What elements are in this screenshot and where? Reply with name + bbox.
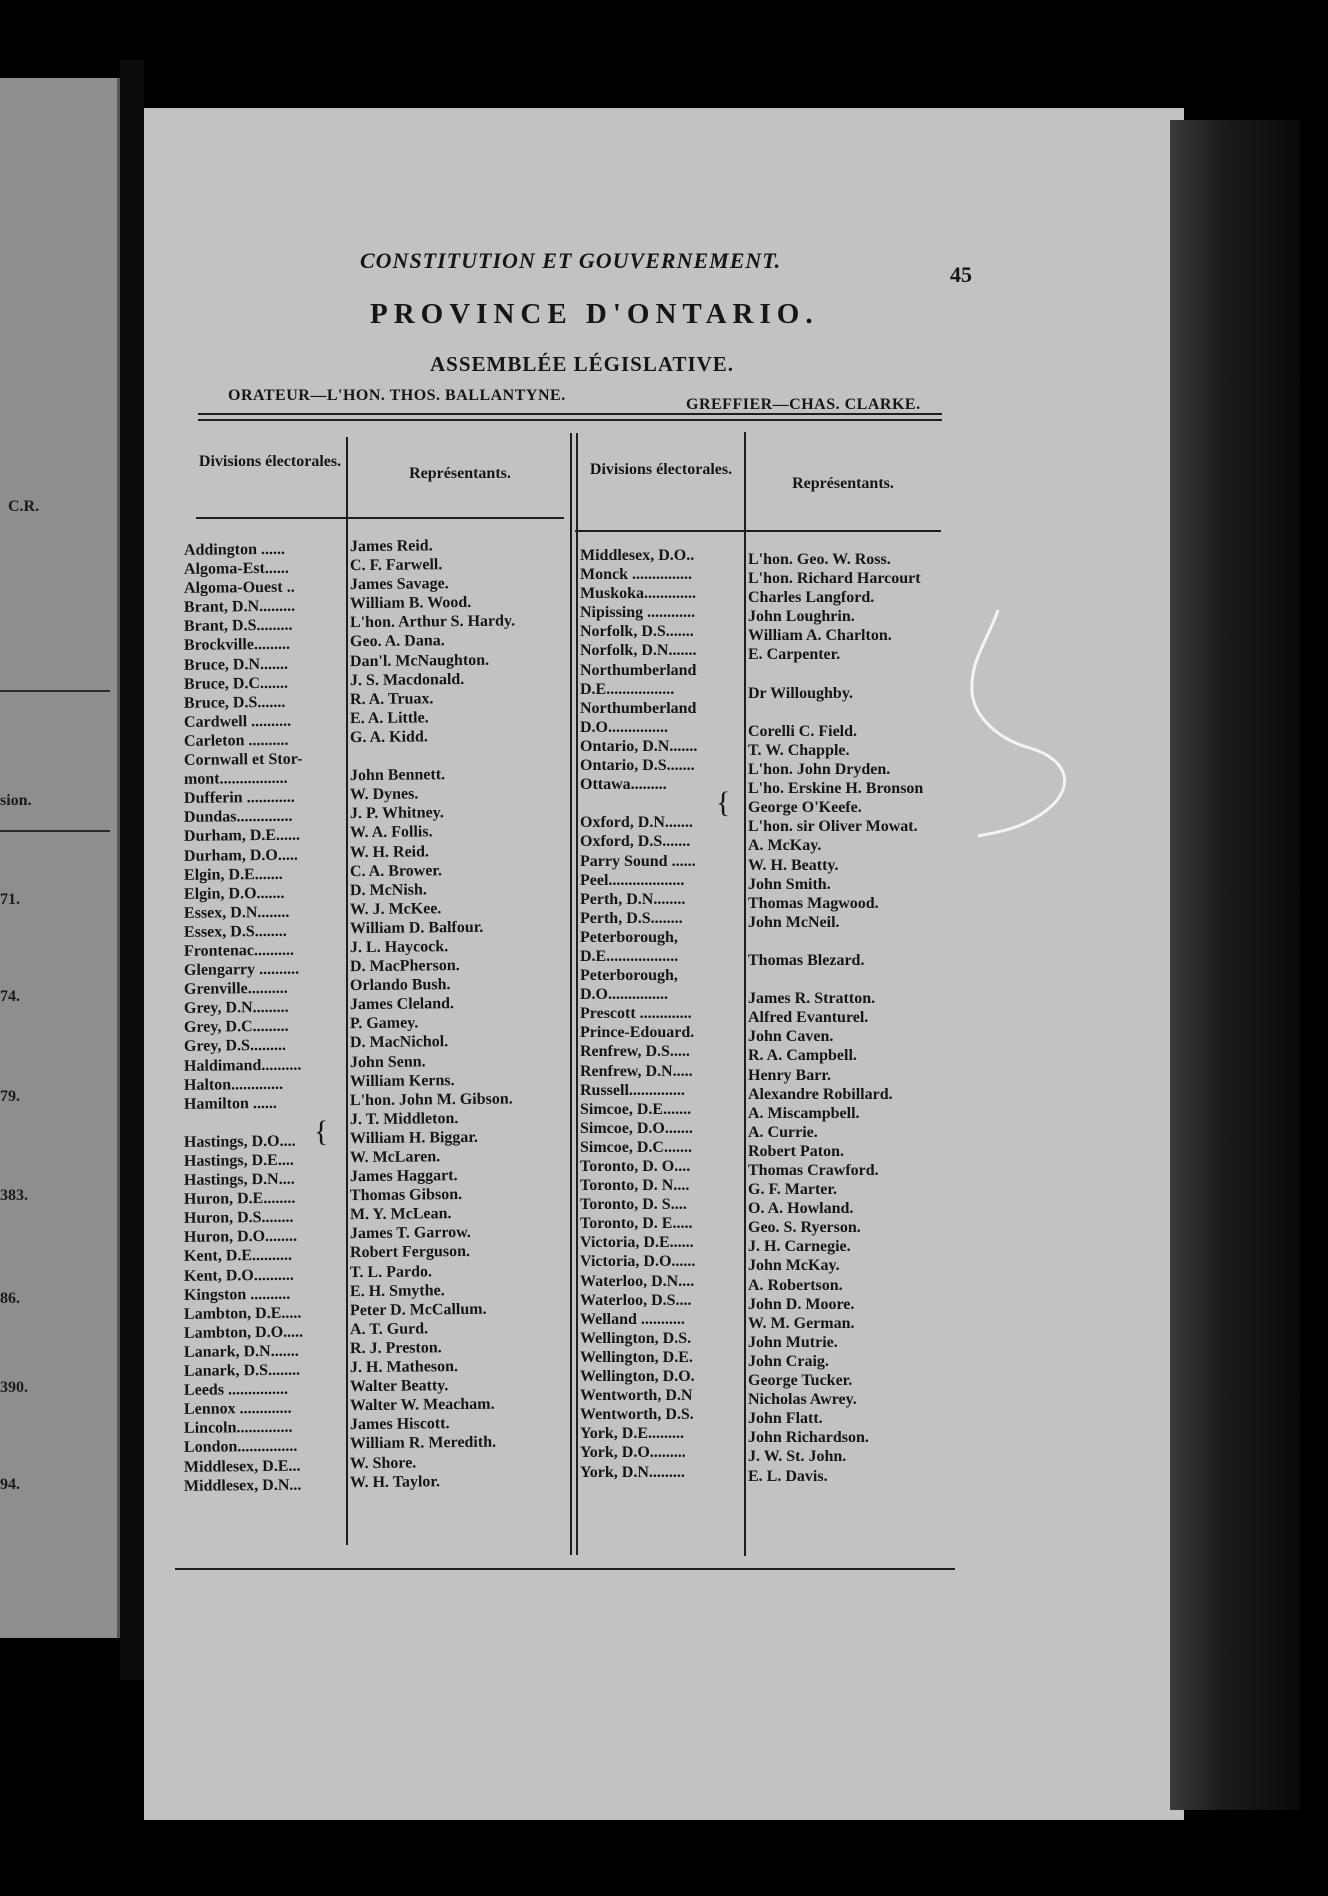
assembly-title: ASSEMBLÉE LÉGISLATIVE. <box>430 352 735 376</box>
division-entry: Toronto, D. E..... <box>580 1215 693 1233</box>
division-entry: York, D.O......... <box>580 1444 686 1462</box>
division-entry: D.O............... <box>580 718 668 736</box>
division-entry: Parry Sound ...... <box>580 852 696 870</box>
representative-entry: A. McKay. <box>748 837 822 855</box>
division-entry: Oxford, D.S....... <box>580 833 691 851</box>
province-title: PROVINCE D'ONTARIO. <box>370 298 819 330</box>
division-entry: Wentworth, D.S. <box>580 1406 694 1424</box>
representative-entry: James Reid. <box>349 537 433 556</box>
fragment-cr: C.R. <box>8 498 40 515</box>
representative-entry: L'ho. Erskine H. Bronson <box>748 780 924 798</box>
division-entry: Muskoka............. <box>580 585 697 603</box>
representative-entry: W. J. McKee. <box>349 900 442 918</box>
division-entry: Bruce, D.N....... <box>183 655 289 674</box>
representative-entry: W. M. German. <box>748 1314 855 1332</box>
division-entry: Hamilton ...... <box>183 1094 277 1113</box>
representative-entry: Dan'l. McNaughton. <box>349 651 490 670</box>
table-top-rule <box>198 413 942 415</box>
representative-entry: E. H. Smythe. <box>349 1281 445 1300</box>
representative-entry: Charles Langford. <box>748 589 875 607</box>
representative-entry: A. Currie. <box>748 1123 818 1141</box>
division-entry: D.E.................. <box>580 947 679 965</box>
representative-entry: Orlando Bush. <box>349 976 451 995</box>
representative-entry: Henry Barr. <box>748 1066 831 1084</box>
representative-entry: C. F. Farwell. <box>349 556 443 575</box>
page-edge-shadow <box>1170 120 1300 1810</box>
division-entry: Northumberland <box>580 661 697 679</box>
division-entry: Essex, D.S........ <box>183 922 287 941</box>
division-entry: Perth, D.S........ <box>580 909 683 927</box>
division-entry: Kent, D.E.......... <box>183 1247 293 1266</box>
header-divisions-right: Divisions électorales. <box>589 461 733 478</box>
representative-entry <box>748 970 978 989</box>
representative-entry: E. Carpenter. <box>748 646 841 664</box>
division-entry: Wentworth, D.N <box>580 1387 693 1405</box>
representative-entry: P. Gamey. <box>349 1014 419 1033</box>
division-entry: Leeds ............... <box>183 1380 289 1399</box>
representative-entry: E. L. Davis. <box>748 1467 828 1485</box>
division-entry: Durham, D.O..... <box>183 846 298 865</box>
brace-hamilton: { <box>314 1115 329 1148</box>
representative-entry: Thomas Magwood. <box>748 894 879 912</box>
representative-entry: Robert Ferguson. <box>349 1243 471 1262</box>
representative-entry: George Tucker. <box>748 1372 853 1390</box>
division-entry: London............... <box>183 1438 298 1457</box>
representative-entry: Nicholas Awrey. <box>748 1391 857 1409</box>
representative-entry: Robert Paton. <box>748 1142 844 1160</box>
header-divisions-left: Divisions électorales. <box>198 453 342 470</box>
representative-entry: William Kerns. <box>349 1071 455 1090</box>
representative-entry: Geo. A. Dana. <box>349 632 445 651</box>
header-reps-left: Représentants. <box>409 465 511 482</box>
representative-entry: R. J. Preston. <box>349 1339 442 1358</box>
division-entry: Grey, D.C......... <box>183 1018 289 1037</box>
division-entry: Halton............. <box>183 1075 284 1094</box>
representative-entry: J. L. Haycock. <box>349 938 449 957</box>
division-entry: mont................. <box>183 769 288 788</box>
representative-entry: James Haggart. <box>349 1167 458 1186</box>
representative-entry: John Caven. <box>748 1028 834 1046</box>
division-entry: Renfrew, D.S..... <box>580 1043 690 1061</box>
division-entry: Kent, D.O.......... <box>183 1266 294 1285</box>
running-head: CONSTITUTION ET GOUVERNEMENT. <box>360 248 782 273</box>
column-divider-1 <box>346 437 348 1545</box>
representative-entry: William A. Charlton. <box>748 627 892 645</box>
division-entry: Grenville.......... <box>183 979 288 999</box>
representative-entry: W. H. Beatty. <box>748 856 839 874</box>
representative-entry: John Smith. <box>748 875 831 893</box>
division-entry: Grey, D.N......... <box>183 999 289 1018</box>
representative-entry <box>748 932 978 951</box>
representative-entry: D. McNish. <box>349 881 427 899</box>
representative-entry: D. MacPherson. <box>349 957 460 976</box>
representative-entry: G. A. Kidd. <box>349 728 428 747</box>
representative-entry: Walter Beatty. <box>349 1377 449 1396</box>
representative-entry: J. H. Carnegie. <box>748 1238 851 1256</box>
division-entry: Cornwall et Stor- <box>183 750 303 769</box>
division-entry: Dufferin ............ <box>183 788 295 808</box>
division-entry: Carleton .......... <box>183 731 289 750</box>
header-bottom-rule-left <box>196 517 564 519</box>
divisions-column-right <box>580 546 746 1482</box>
binding-gutter <box>120 60 144 1680</box>
division-entry: Norfolk, D.S....... <box>580 623 694 641</box>
representative-entry: W. Shore. <box>349 1453 417 1472</box>
division-entry: Brant, D.S......... <box>183 617 293 636</box>
division-entry: Addington ...... <box>183 540 286 559</box>
representative-entry: M. Y. McLean. <box>349 1205 452 1224</box>
fragment-sion: sion. <box>0 792 32 809</box>
divisions-column-left <box>184 540 346 1495</box>
division-entry: Russell.............. <box>580 1081 685 1099</box>
division-entry: Hastings, D.O.... <box>183 1132 296 1151</box>
representative-entry: G. F. Marter. <box>748 1181 838 1199</box>
division-entry: Nipissing ............ <box>580 604 696 622</box>
representatives-column-left <box>350 536 576 1491</box>
division-entry: Wellington, D.S. <box>580 1329 692 1347</box>
division-entry: Durham, D.E...... <box>183 827 301 846</box>
division-entry: Oxford, D.N....... <box>580 814 693 832</box>
fragment-79: 79. <box>0 1088 20 1105</box>
representative-entry: W. A. Follis. <box>349 823 433 842</box>
representative-entry: T. L. Pardo. <box>349 1262 433 1281</box>
division-entry: York, D.E......... <box>580 1425 685 1443</box>
division-entry: Lambton, D.E..... <box>183 1304 302 1323</box>
column-divider-2b <box>576 433 578 1555</box>
fragment-390: 390. <box>0 1379 28 1396</box>
division-entry: Wellington, D.O. <box>580 1368 695 1386</box>
division-entry: Lanark, D.S........ <box>183 1361 301 1380</box>
representative-entry: James R. Stratton. <box>748 990 876 1008</box>
representative-entry: W. H. Reid. <box>349 842 430 861</box>
division-entry: Simcoe, D.E....... <box>580 1100 692 1118</box>
division-entry: Peel................... <box>580 871 685 889</box>
division-entry: Huron, D.S........ <box>183 1208 294 1228</box>
division-entry: Hastings, D.E.... <box>183 1151 294 1170</box>
representatives-column-right <box>748 550 978 1486</box>
division-entry: Prince-Edouard. <box>580 1024 695 1042</box>
representative-entry <box>350 745 576 766</box>
representative-entry: William R. Meredith. <box>349 1434 497 1453</box>
representative-entry: Walter W. Meacham. <box>349 1395 495 1415</box>
adjacent-page-fragment <box>0 78 120 1638</box>
representative-entry: L'hon. Richard Harcourt <box>748 570 921 588</box>
representative-entry: W. McLaren. <box>349 1148 441 1167</box>
representative-entry: John McKay. <box>748 1257 840 1275</box>
representative-entry: W. Dynes. <box>349 785 419 804</box>
clerk-line: GREFFIER—CHAS. CLARKE. <box>686 396 921 413</box>
division-entry: Peterborough, <box>580 967 678 985</box>
representative-entry: A. T. Gurd. <box>349 1320 429 1339</box>
representative-entry: John Senn. <box>349 1052 426 1071</box>
division-entry: York, D.N......... <box>580 1463 685 1481</box>
division-entry: Victoria, D.O...... <box>580 1253 696 1271</box>
representative-entry: John D. Moore. <box>748 1295 855 1313</box>
representative-entry <box>748 703 978 722</box>
division-entry: Cardwell .......... <box>183 712 292 731</box>
fragment-86: 86. <box>0 1290 20 1307</box>
representative-entry: R. A. Campbell. <box>748 1047 857 1065</box>
division-entry: Victoria, D.E...... <box>580 1234 694 1252</box>
representative-entry: J. T. Middleton. <box>349 1109 459 1128</box>
division-entry: Peterborough, <box>580 928 678 946</box>
representative-entry: William D. Balfour. <box>349 918 484 938</box>
header-reps-right: Représentants. <box>792 475 894 492</box>
division-entry: Simcoe, D.C....... <box>580 1138 692 1156</box>
division-entry: Bruce, D.C....... <box>183 674 289 693</box>
representative-entry: L'hon. Arthur S. Hardy. <box>349 612 516 632</box>
representative-entry: John Loughrin. <box>748 608 855 626</box>
header-bottom-rule-right <box>575 530 941 532</box>
representative-entry: O. A. Howland. <box>748 1200 854 1218</box>
representative-entry: John Mutrie. <box>748 1333 838 1351</box>
division-entry: Toronto, D. S.... <box>580 1196 687 1214</box>
division-entry: Glengarry .......... <box>183 960 300 979</box>
division-entry: Waterloo, D.S.... <box>580 1291 692 1309</box>
representative-entry: J. H. Matheson. <box>349 1358 459 1377</box>
representative-entry: James Savage. <box>349 575 449 594</box>
division-entry: Elgin, D.E....... <box>183 865 283 884</box>
fragment-74: 74. <box>0 988 20 1005</box>
division-entry: Hastings, D.N.... <box>183 1170 295 1189</box>
division-entry: Dundas.............. <box>183 808 293 827</box>
division-entry: Ontario, D.N....... <box>580 737 698 755</box>
division-entry: Renfrew, D.N..... <box>580 1062 693 1080</box>
representative-entry: George O'Keefe. <box>748 799 862 817</box>
division-entry: D.E................. <box>580 680 675 698</box>
division-entry: Toronto, D. N.... <box>580 1177 690 1195</box>
representative-entry: James Hiscott. <box>349 1415 450 1434</box>
representative-entry: John Craig. <box>748 1352 829 1370</box>
division-entry: Northumberland <box>580 699 697 717</box>
representative-entry: Alexandre Robillard. <box>748 1085 893 1103</box>
division-entry: Prescott ............. <box>580 1005 692 1023</box>
division-entry: Lennox ............. <box>183 1399 292 1419</box>
representative-entry: Dr Willoughby. <box>748 684 853 702</box>
division-entry: Middlesex, D.O.. <box>580 547 695 564</box>
representative-entry: J. S. Macdonald. <box>349 670 465 689</box>
representative-entry: Geo. S. Ryerson. <box>748 1219 861 1237</box>
representative-entry: Peter D. McCallum. <box>349 1300 487 1319</box>
representative-entry: L'hon. John M. Gibson. <box>349 1090 513 1109</box>
division-entry: Toronto, D. O.... <box>580 1158 691 1175</box>
representative-entry: William B. Wood. <box>349 594 472 613</box>
division-entry: D.O............... <box>580 986 668 1004</box>
representative-entry: John Bennett. <box>349 766 446 785</box>
division-entry: Lincoln.............. <box>183 1419 293 1438</box>
representative-entry: T. W. Chapple. <box>748 741 850 759</box>
division-entry: Elgin, D.O....... <box>183 884 285 903</box>
representative-entry: William H. Biggar. <box>349 1128 479 1148</box>
division-entry: Wellington, D.E. <box>580 1348 693 1366</box>
division-entry: Brant, D.N......... <box>183 597 296 617</box>
division-entry: Ontario, D.S....... <box>580 757 695 775</box>
division-entry: Algoma-Ouest .. <box>183 578 295 598</box>
representative-entry: Corelli C. Field. <box>748 722 858 740</box>
representative-entry: James Cleland. <box>349 995 455 1014</box>
representative-entry: R. A. Truax. <box>349 690 434 708</box>
representative-entry: W. H. Taylor. <box>349 1472 441 1491</box>
margin-scribble <box>960 600 1090 840</box>
fragment-71: 71. <box>0 891 20 908</box>
brace-ottawa: { <box>716 786 731 819</box>
division-entry: Essex, D.N........ <box>183 903 290 922</box>
division-entry: Frontenac.......... <box>183 941 295 960</box>
representative-entry: L'hon. John Dryden. <box>748 761 891 779</box>
division-entry: Huron, D.E........ <box>183 1189 296 1209</box>
division-entry: Grey, D.S......... <box>183 1037 287 1056</box>
division-entry: Ottawa......... <box>580 776 667 794</box>
division-entry: Norfolk, D.N....... <box>580 642 697 660</box>
representative-entry: A. Miscampbell. <box>748 1104 860 1122</box>
fragment-94: 94. <box>0 1476 20 1493</box>
representative-entry: John Flatt. <box>748 1410 823 1428</box>
representative-entry: L'hon. Geo. W. Ross. <box>748 551 891 568</box>
representative-entry: L'hon. sir Oliver Mowat. <box>748 818 918 836</box>
representative-entry: James T. Garrow. <box>349 1224 471 1243</box>
division-entry: Middlesex, D.E... <box>183 1457 301 1476</box>
division-entry: Huron, D.O........ <box>183 1228 298 1247</box>
division-entry: Monck ............... <box>580 566 692 584</box>
representative-entry: D. MacNichol. <box>349 1033 449 1052</box>
representative-entry: John Richardson. <box>748 1429 869 1447</box>
representative-entry: Alfred Evanturel. <box>748 1009 869 1027</box>
page-number: 45 <box>950 262 972 287</box>
representative-entry: John McNeil. <box>748 913 840 931</box>
division-entry: Kingston .......... <box>183 1285 291 1304</box>
representative-entry: Thomas Blezard. <box>748 951 865 969</box>
representative-entry: Thomas Gibson. <box>349 1186 463 1205</box>
representative-entry <box>748 665 978 684</box>
division-entry: Welland ........... <box>580 1310 685 1328</box>
division-entry: Middlesex, D.N... <box>183 1476 302 1495</box>
representative-entry: E. A. Little. <box>349 709 429 728</box>
table-bottom-rule <box>175 1568 955 1570</box>
representative-entry: J. P. Whitney. <box>349 804 444 823</box>
division-entry: Waterloo, D.N.... <box>580 1272 695 1290</box>
representative-entry: A. Robertson. <box>748 1276 843 1294</box>
table-top-rule-2 <box>198 419 942 421</box>
division-entry: Lanark, D.N....... <box>183 1342 299 1361</box>
fragment-383: 383. <box>0 1187 28 1204</box>
division-entry: Lambton, D.O..... <box>183 1323 304 1342</box>
division-entry: Haldimand.......... <box>183 1056 302 1075</box>
division-entry: Bruce, D.S....... <box>183 693 286 712</box>
representative-entry: J. W. St. John. <box>748 1448 847 1466</box>
division-entry: Algoma-Est...... <box>183 559 289 578</box>
division-entry: Brockville......... <box>183 636 291 655</box>
representative-entry: C. A. Brower. <box>349 861 443 880</box>
division-entry: Simcoe, D.O....... <box>580 1119 693 1137</box>
speaker-line: ORATEUR—L'HON. THOS. BALLANTYNE. <box>228 387 566 404</box>
division-entry: Perth, D.N........ <box>580 890 686 908</box>
representative-entry: Thomas Crawford. <box>748 1162 879 1179</box>
